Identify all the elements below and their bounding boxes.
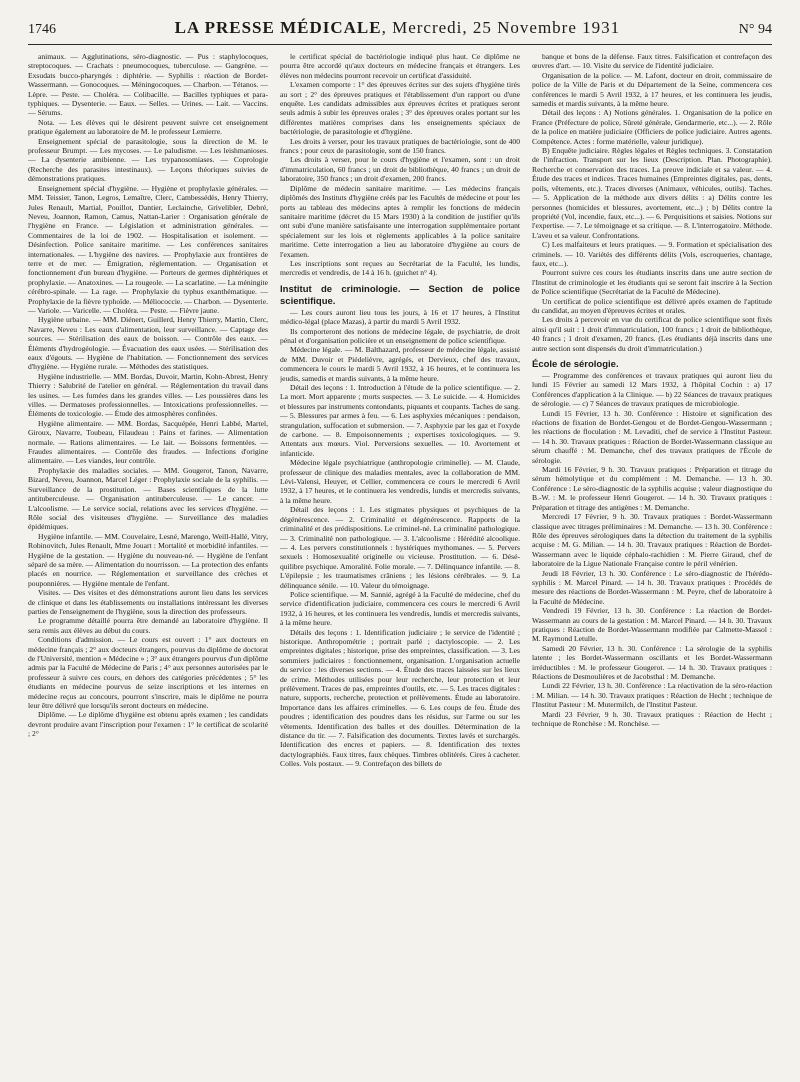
article-paragraph: Mardi 16 Février, 9 h. 30. Travaux pratiques : Préparation et titrage du sérum hémolytique et du complément : M. Demanche. — 13 h. 30. Conférence : Le séro-diagnostic de la syphilis acquise ; valeur diagnostique du B.-W. : M. le professeur Henri Gougerot. — 14 h. 30. Travaux pratiques : Préparation et titrage des antigènes : M. Demanche. bbox=[532, 465, 772, 512]
article-paragraph: Les droits à verser, pour le cours d'hygiène et l'examen, sont : un droit d'immatriculation, 60 francs ; un droit de bibliothèque, 40 francs ; un droit de laboratoire, 350 francs ; un droit d'examen, 200 francs. bbox=[280, 155, 520, 184]
article-paragraph: Un certificat de police scientifique est délivré après examen de l'aptitude du candidat, au moyen d'épreuves écrites et orales. bbox=[532, 296, 772, 315]
article-paragraph: C) Les malfaiteurs et leurs pratiques. — 9. Formation et spécialisation des criminels. — 10. Variétés des différents délits (Vols, escroqueries, chantage, faux, etc...). bbox=[532, 240, 772, 268]
article-paragraph: Conditions d'admission. — Le cours est ouvert : 1° aux docteurs en médecine français ; 2° aux docteurs étrangers, pourvus du diplôme de doctorat de l'Université, mention « Médecine » ; 3° aux étrangers pourvus d'un diplôme admis par la Faculté de Médecine de Paris ; 4° aux personnes autorisées par le professeur à suivre ces cours, en dehors des catégories précédentes ; 5° les étudiants en médecine pourvus de seize inscriptions et les internes en médecine reçus au concours, pourront s'inscrire, mais le diplôme ne pourra leur être délivré que lorsqu'ils seront docteurs en médecine. bbox=[28, 635, 268, 711]
article-paragraph: Police scientifique. — M. Sannié, agrégé à la Faculté de médecine, chef du service d'identification judiciaire, commencera ces cours le mercredi 6 Avril 1932, à 16 heures, et les continuera les vendredis, lundis et mercredis suivants, à la même heure. bbox=[280, 589, 520, 628]
article-paragraph: Prophylaxie des maladies sociales. — MM. Gougerot, Tanon, Navarre, Bizard, Neveu, Joannon, Marcel Léger : Prophylaxie sociale de la syphilis. — Surveillance de la prostitution. — Bases scientifiques de la lutte antituberculeuse. — Organisation antituberculeuse. — Le cancer. — L'alcoolisme. — Le service social, relations avec les services d'hygiène. — Rôle social des visiteuses d'hygiène. — Surveillance des maladies épidémiques. bbox=[28, 465, 268, 532]
article-paragraph: Lundi 15 Février, 13 h. 30. Conférence : Histoire et signification des réactions de fixation de Bordet-Gengou et de Bordet-Gengou-Wassermann ; les réactions de floculation : M. Levaditi, chef de service à l'Institut Pasteur. — 14 h. 30. Travaux pratiques : Réaction de Bordet-Wassermann classique au sérum chauffé : M. Demanche, chef des travaux pratiques de l'École de sérologie. bbox=[532, 408, 772, 465]
column-middle bbox=[280, 52, 520, 1072]
article-paragraph: Hygiène alimentaire. — MM. Bordas, Sacquépée, Henri Labbé, Martel, Giroux, Navarre, Toubeau, Filaudeau : Pains et farines. — Alimentation normale. — Rations alimentaires. — Le lait. — Boissons fermentées. — Fraudes alimentaires. — Contrôle des fraudes. — Infections d'origine alimentaire. — Les viandes, leur contrôle. bbox=[28, 418, 268, 466]
article-paragraph: animaux. — Agglutinations, séro-diagnostic. — Pus : staphylocoques, streptocoques. — Crachats : pneumocoques, tuberculose. — Gangrène. — Exsudats bucco-pharyngés : diphtérie. — Syphilis : réaction de Bordet-Wassermann. — Gonocoques. — Méningocoques. — Charbon. — Tétanos. — Lèpre. — Peste. — Choléra. — Colibacille. — Bacilles typhiques et para-typhiques. — Dysenterie. — Eaux. — Selles. — Urines. — Lait. — Vaccins. — Sérums. bbox=[28, 52, 268, 118]
journal-title: LA PRESSE MÉDICALE bbox=[174, 18, 382, 37]
article-paragraph: Enseignement spécial de parasitologie, sous la direction de M. le professeur Brumpt. — Les mycoses. — Le paludisme. — Les leishmanioses. — La dysenterie amibienne. — Les trypanosomiases. — Coprologie (Recherche des parasites intestinaux). — Leçons théoriques suivies de démonstrations pratiques. bbox=[28, 136, 268, 184]
article-paragraph: Le programme détaillé pourra être demandé au laboratoire d'hygiène. Il sera remis aux élèves au début du cours. bbox=[28, 616, 268, 635]
article-paragraph: Enseignement spécial d'hygiène. — Hygiène et prophylaxie générales. — MM. Teissier, Tanon, Legros, Lemaître, Clerc, Cambessédès, Henry Thierry, Jules Renault, Martial, Pouillot, Dantier, Leclainche, Grivelibler, Debré, Neveu, Joannon, Ramon, Camus, Nattan-Larier : Organisation générale de l'hygiène en France. — Législation et administration générales. — Commentaires de la loi de 1902. — Hospitalisation et isolement. — Désinfection. Police sanitaire maritime. — Les conférences sanitaires internationales. — L'hygiène des navires. — Prophylaxie aux frontières de terre et de mer. — Émigration, réglementation. — Organisation et fonctionnement d'un bureau d'hygiène. — Porteurs de germes diphtériques et prophylaxie. — Anatoxines. — La rougeole. — La scarlatine. — La méningite cérébro-spinale. — La rage. — Prophylaxie du typhus exanthématique. — Prophylaxie de la fièvre typhoïde. — Méliococcie. — Charbon. — Dysenterie. — Variole. — Varicelle. — Choléra. — Peste. — Fièvre jaune. bbox=[28, 183, 268, 315]
article-paragraph: — Programme des conférences et travaux pratiques qui auront lieu du lundi 15 Février au samedi 12 Mars 1932, à l'hôpital Cochin : a) 17 Conférences d'application à la Clinique. — b) 22 Séances de travaux pratiques de sérologie. — c) 7 Séances de travaux pratiques de microbiologie. bbox=[532, 371, 772, 409]
article-paragraph: Diplôme de médecin sanitaire maritime. — Les médecins français diplômés des Instituts d'hygiène créés par les Facultés de médecine et pour les ports au tableau des médecins aptes à remplir les fonctions de médecin sanitaire maritime (décret du 15 Mars 1930) à la condition de justifier qu'ils ont subi d'une manière satisfaisante une interrogation supplémentaire portant spécialement sur les lois et règlements applicables à la police sanitaire maritime. Cette interrogation a lieu au laboratoire d'hygiène au cours de l'examen. bbox=[280, 183, 520, 259]
column-left bbox=[28, 52, 268, 1072]
section-heading: Institut de criminologie. — Section de police scientifique. bbox=[280, 283, 520, 307]
page-number: 1746 bbox=[28, 22, 56, 37]
issue-number: N° 94 bbox=[738, 22, 772, 37]
text-columns bbox=[28, 52, 772, 1072]
masthead: LA PRESSE MÉDICALE, Mercredi, 25 Novembre 1931 bbox=[174, 18, 621, 37]
article-paragraph: Les inscriptions sont reçues au Secrétariat de la Faculté, les lundis, mercredis et vendredis, de 14 à 16 h. (guichet n° 4). bbox=[280, 258, 520, 278]
article-paragraph: Vendredi 19 Février, 13 h. 30. Conférence : La réaction de Bordet-Wassermann au cours de la gestation : M. Marcel Pinard. — 14 h. 30. Travaux pratiques : Réaction de Bordet-Wassermann modifiée par Calmette-Massol : M. Raymond Letulle. bbox=[532, 606, 772, 644]
article-paragraph: — Les cours auront lieu tous les jours, à 16 et 17 heures, à l'Institut médico-légal (place Mazas), à partir du mardi 5 Avril 1932. bbox=[280, 307, 520, 327]
article-paragraph: Pourront suivre ces cours les étudiants inscrits dans une autre section de l'Institut de criminologie et les étudiants qui se seront fait inscrire à la Section de Police scientifique (Secrétariat de la Faculté de Médecine). bbox=[532, 268, 772, 297]
article-paragraph: L'examen comporte : 1° des épreuves écrites sur des sujets d'hygiène tirés au sort ; 2° des épreuves pratiques et l'établissement d'un rapport ou d'une enquête. Les candidats admissibles aux épreuves écrites et pratiques seront seuls admis à subir les épreuves orales ; 3° des épreuves orales portant sur les différentes matières comprises dans les enseignements spéciaux de bactériologie, de parasitologie et d'hygiène. bbox=[280, 80, 520, 137]
column-right bbox=[532, 52, 772, 1072]
article-paragraph: B) Enquête judiciaire. Règles légales et Règles techniques. 3. Constatation de l'infraction. Transport sur les lieux (Description. Plan. Photographie). Recherche et conservation des traces. La preuve indiciale et sa valeur. — 4. Étude des traces et indices. Traces humaines (Empreintes digitales, pas, dents, poils, vêtements, etc.). Traces diverses (Animaux, véhicules, outils). Taches. — 5. Application de la méthode aux divers délits : a) Délits contre les personnes (homicides et blessures, avortement, etc...) ; b) Délits contre la propriété (Vol, incendie, faux, etc...). — 6. Perquisitions et saisies. Notions sur l'expertise. — 7. Le témoignage et sa critique. — 8. L'interrogatoire. Méthode. L'aveu et sa valeur. Confrontations. bbox=[532, 146, 772, 240]
article-paragraph: Détail des leçons : A) Notions générales. 1. Organisation de la police en France (Préfecture de police, Sûreté générale, Gendarmerie, etc...). — 2. Rôle de la police en matière judiciaire (Officiers de police judiciaire. Autres agents. Compétence. Actes : forme matérielle, valeur juridique). bbox=[532, 108, 772, 146]
article-paragraph: Détails des leçons : 1. Identification judiciaire ; le service de l'identité ; historique. Anthropométrie ; portrait parlé ; dactyloscopie. — 2. Les empreintes digitales ; historique, prise des empreintes, classification. — 3. Les sommiers judiciaires : fonctionnement, organisation. L'organisation actuelle du service : les diverses sections. — 4. Étude des traces laissées sur les lieux de crime. Méthodes utilisées pour leur recherche, leur protection et leur prélèvement. Traces de pas, empreintes d'outils, etc. — 5. Les traces digitales : nature, supports, recherche, protection et prélèvements. Étude au laboratoire. Importance dans les affaires criminelles. — 6. Les coups de feu. Étude des poudres ; identification des poudres dans les résidus, sur l'arme ou sur les vêtements. Identification des balles et des douilles. Détermination de la distance du tir. — 7. Falsification des documents. Textes lavés et surchargés. Identification des encres et papiers. — 8. Identification des textes dactylographiés. Faux titres, faux chèques. Timbres oblitérés. Cires à cacheter. Colles. Vols postaux. — 9. Contrefaçon des billets de bbox=[280, 627, 520, 769]
page-header bbox=[28, 18, 772, 45]
article-paragraph: banque et bons de la défense. Faux titres. Falsification et contrefaçon des œuvres d'art. — 10. Visite du service de l'identité judiciaire. bbox=[532, 52, 772, 71]
article-paragraph: Visites. — Des visites et des démonstrations auront lieu dans les services de clinique et dans les établissements ou installations intéressant les diverses parties de l'enseignement de l'hygiène, sous la direction des professeurs. bbox=[28, 588, 268, 616]
article-paragraph: Lundi 22 Février, 13 h. 30. Conférence : La réactivation de la séro-réaction : M. Milian. — 14 h. 30. Travaux pratiques : Réaction de Hecht ; technique de l'Institut Pasteur : M. Mutermilch, de l'Institut Pasteur. bbox=[532, 681, 772, 710]
article-paragraph: Jeudi 18 Février, 13 h. 30. Conférence : Le séro-diagnostic de l'hérédo-syphilis : M. Marcel Pinard. — 14 h. 30. Travaux pratiques : Procédés de mesure des réactions de Bordet-Wassermann : M. Peyre, chef de laboratoire à la Faculté de Médecine. bbox=[532, 568, 772, 606]
article-paragraph: Hygiène urbaine. — MM. Diénert, Guillerd, Henry Thierry, Martin, Clerc, Navarre, Neveu : Les eaux d'alimentation, leur surveillance. — Captage des sources. — Stérilisation des eaux de boisson. — Contrôle des eaux. — Éléments d'hydrogéologie. — Évacuation des eaux usées. — Stérilisation des eaux d'égouts. — Hygiène de l'habitation. — Fonctionnement des services d'hygiène. — Hygiène rurale. — Méthodes des statistiques. bbox=[28, 315, 268, 372]
article-paragraph: Médecine légale. — M. Balthazard, professeur de médecine légale, assisté de MM. Duvoir et Piédelièvre, agrégés, et Dervieux, chef des travaux, commencera le cours le mardi 5 Avril 1932, à 16 heures, et le continuera les jeudis, samedis et mardis suivants, à la même heure. bbox=[280, 345, 520, 383]
article-paragraph: Détail des leçons : 1. Les stigmates physiques et psychiques de la dégénérescence. — 2. Criminalité et dégénérescence. Rapports de la criminalité et des prédispositions. Le criminel-né. La criminalité pathologique. — 3. Criminalité non pathologique. — 3. L'alcoolisme : Hérédité alcoolique. — 4. Les pervers constitutionnels : hystériques mythomanes. — 5. Pervers sexuels : Homosexualité originelle ou vicieuse. Prostitution. — 6. Déséquilibre psychique. Amoralité. Folie morale. — 7. Délinquance infantile. — 8. L'épilepsie ; les traumatismes crâniens ; les lésions cérébrales. — 9. La délinquance sénile. — 10. Valeur du témoignage. bbox=[280, 505, 520, 590]
article-paragraph: Détail des leçons : 1. Introduction à l'étude de la police scientifique. — 2. La mort. Mort apparente ; morts suspectes. — 3. Le suicide. — 4. Homicides et blessures par instruments contondants, piquants et coupants. Taches de sang. — 5. Blessures par armes à feu. — 6. Les asphyxies mécaniques : pendaison, strangulation, suffocation et submersion. — 7. Asphyxie par les gaz et l'oxyde de carbone. — 8. Empoisonnements ; expertises toxicologiques. — 9. Attentats aux mœurs. Viol. Perversions sexuelles. — 10. Avortement et infanticide. bbox=[280, 383, 520, 458]
article-paragraph: Nota. — Les élèves qui le désirent peuvent suivre cet enseignement pratique également au laboratoire de M. le professeur Lemierre. bbox=[28, 117, 268, 137]
issue-date: Mercredi, 25 Novembre 1931 bbox=[392, 18, 621, 37]
article-paragraph: Diplôme. — Le diplôme d'hygiène est obtenu après examen ; les candidats devront produire avant l'inscription pour l'examen : 1° le certificat de scolarité ; 2° bbox=[28, 710, 268, 739]
article-paragraph: Mercredi 17 Février, 9 h. 30. Travaux pratiques : Bordet-Wassermann classique avec titrages préliminaires : M. Demanche. — 13 h. 30. Conférence : Rôle des épreuves sérologiques dans la détection du traitement de la syphilis acquise : M. G. Milian. — 14 h. 30. Travaux pratiques : Réaction de Bordet-Wassermann avec le liquide céphalo-rachidien : M. Pierre Giraud, chef de laboratoire de la Ligue Nationale Française contre le péril vénérien. bbox=[532, 512, 772, 569]
article-paragraph: Organisation de la police. — M. Lafont, docteur en droit, commissaire de police de la Ville de Paris et du Département de la Seine, commencera ces conférences le mardi 5 Avril 1932, à 17 heures, et les continuera les jeudis, samedis et mardis suivants, à la même heure. bbox=[532, 70, 772, 109]
article-paragraph: Hygiène infantile. — MM. Couvelaire, Lesné, Marengo, Weill-Hallé, Vitry, Robinovitch, Jules Renault, Mme Jouart : Mortalité et morbidité infantiles. — Hygiène de la gestation. — Hygiène du nouveau-né. — Hygiène de l'enfant séparé de sa mère. — Alimentation du nourrisson. — La protection des enfants placés en nourrice. — Réglementation et surveillance des crèches et pouponnières. — Hygiène mentale de l'enfant. bbox=[28, 531, 268, 588]
article-paragraph: Mardi 23 Février, 9 h. 30. Travaux pratiques : Réaction de Hecht ; technique de Ronchèse : M. Ronchèse. — bbox=[532, 709, 772, 729]
article-paragraph: le certificat spécial de bactériologie indiqué plus haut. Ce diplôme ne pourra être accordé qu'aux docteurs en médecine français et étrangers. Les élèves non médecins pourront recevoir un certificat d'assiduité. bbox=[280, 52, 520, 80]
article-paragraph: Hygiène industrielle. — MM. Bordas, Duvoir, Martin, Kohn-Abrest, Henry Thierry : Salubrité de l'atelier en général. — Réglementation du travail dans les usines. — Les fumées dans les grandes villes. — Les poussières dans les villes. — Dermatoses professionnelles. — Intoxications professionnelles. — Éléments de toxicologie. — Étude des atmosphères confinées. bbox=[28, 371, 268, 419]
article-paragraph: Samedi 20 Février, 13 h. 30. Conférence : La sérologie de la syphilis latente ; les Bordet-Wassermann oscillants et les Bordet-Wassermann irréductibles : M. le professeur Gougerot. — 14 h. 30. Travaux pratiques : Réactions de Desmoulières et de Jacobsthal : M. Demanche. bbox=[532, 643, 772, 681]
article-paragraph: Les droits à percevoir en vue du certificat de police scientifique sont fixés ainsi qu'il suit : 1 droit d'immatriculation, 100 francs ; 1 droit de bibliothèque, 40 francs ; 1 droit d'examen, 20 francs. (Les étudiants déjà inscrits dans une autre section sont dispensés du droit d'immatriculation.) bbox=[532, 315, 772, 353]
article-paragraph: Les droits à verser, pour les travaux pratiques de bactériologie, sont de 400 francs ; pour ceux de parasitologie, sont de 150 francs. bbox=[280, 136, 520, 156]
article-paragraph: Médecine légale psychiatrique (anthropologie criminelle). — M. Claude, professeur de clinique des maladies mentales, avec la collaboration de MM. Lévi-Valensi, Heuyer, et Cellier, commencera ce cours le mercredi 6 Avril 1932, à 17 heures, et le continuera les vendredis, lundis et mercredis suivants, à la même heure. bbox=[280, 458, 520, 505]
section-heading: École de sérologie. bbox=[532, 359, 619, 370]
article-paragraph: Ils comporteront des notions de médecine légale, de psychiatrie, de droit pénal et d'organisation policière et un enseignement de police scientifique. bbox=[280, 326, 520, 345]
